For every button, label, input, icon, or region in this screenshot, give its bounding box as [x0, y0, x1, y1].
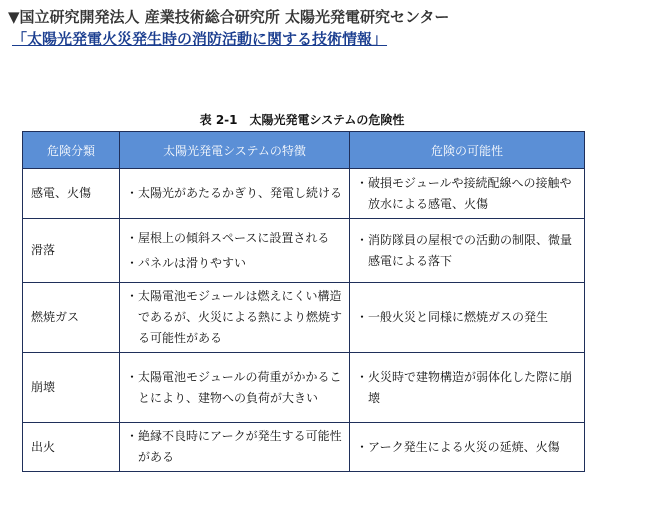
- bullet-mark: ・: [126, 255, 139, 270]
- risk-category: 崩壊: [23, 353, 120, 423]
- feature-cell: [120, 423, 350, 472]
- bullet-mark: ・: [126, 186, 139, 200]
- bullet-text: 消防隊員の屋根での活動の制限、微量感電による落下: [368, 232, 573, 268]
- bullet-mark: ・: [356, 439, 369, 454]
- bullet-mark: ・: [126, 289, 139, 303]
- risk-category: 出火: [23, 423, 120, 472]
- bullet-text: アーク発生による火災の延焼、火傷: [368, 439, 560, 454]
- table-header-row: [23, 132, 585, 169]
- bullet-mark: ・: [126, 429, 139, 443]
- risk-cell: [350, 283, 585, 353]
- table-row: [23, 353, 585, 423]
- bullet-text: 屋根上の傾斜スペースに設置される: [138, 230, 330, 245]
- bullet-text: 絶縁不良時にアークが発生する可能性がある: [138, 429, 342, 464]
- bullet-mark: ・: [356, 175, 369, 190]
- page-header: [8, 6, 449, 50]
- bullet-mark: ・: [356, 369, 369, 384]
- risk-item: [356, 230, 578, 272]
- feature-item: [126, 183, 343, 204]
- bullet-mark: ・: [126, 369, 139, 384]
- risk-cell: [350, 219, 585, 283]
- feature-item: [126, 426, 343, 468]
- risk-cell: [350, 169, 585, 219]
- header-category: 危険分類: [23, 132, 120, 169]
- bullet-mark: ・: [356, 310, 369, 324]
- risk-category: 滑落: [23, 219, 120, 283]
- header-risks: 危険の可能性: [350, 132, 585, 169]
- feature-cell: [120, 219, 350, 283]
- bullet-text: 太陽光があたるかぎり、発電し続ける: [138, 186, 343, 200]
- risk-category: 燃焼ガス: [23, 283, 120, 353]
- table-row: [23, 219, 585, 283]
- table-caption: 表 2-1 太陽光発電システムの危険性: [199, 113, 405, 127]
- bullet-text: 火災時で建物構造が弱体化した際に崩壊: [368, 369, 573, 405]
- risk-item: [356, 367, 578, 409]
- bullet-text: 太陽電池モジュールは燃えにくい構造であるが、火災による熱により燃焼する可能性がある: [138, 289, 343, 345]
- bullet-text: 太陽電池モジュールの荷重がかかることにより、建物への負荷が大きい: [138, 369, 342, 405]
- organization-title: ▼国立研究開発法人 産業技術総合研究所 太陽光発電研究センター: [8, 8, 450, 26]
- feature-cell: [120, 169, 350, 219]
- risk-item: [356, 437, 578, 458]
- bullet-text: パネルは滑りやすい: [138, 255, 247, 270]
- risk-cell: [350, 423, 585, 472]
- table-row: [23, 283, 585, 353]
- risk-category: 感電、火傷: [23, 169, 120, 219]
- bullet-mark: ・: [356, 232, 369, 247]
- bullet-mark: ・: [126, 230, 139, 245]
- feature-cell: [120, 353, 350, 423]
- bullet-text: 破損モジュールや接続配線への接触や放水による感電、火傷: [368, 175, 572, 211]
- table-row: [23, 169, 585, 219]
- technical-info-link[interactable]: 「太陽光発電火災発生時の消防活動に関する技術情報」: [12, 30, 388, 48]
- risk-item: [356, 173, 578, 215]
- risk-table: [22, 131, 585, 472]
- risk-item: [356, 307, 578, 328]
- feature-item: [126, 286, 343, 349]
- table-row: [23, 423, 585, 472]
- header-features: 太陽光発電システムの特徴: [120, 132, 350, 169]
- bullet-text: 一般火災と同様に燃焼ガスの発生: [368, 310, 549, 324]
- feature-item: [126, 253, 343, 274]
- feature-cell: [120, 283, 350, 353]
- risk-cell: [350, 353, 585, 423]
- feature-item: [126, 367, 343, 409]
- feature-item: [126, 228, 343, 249]
